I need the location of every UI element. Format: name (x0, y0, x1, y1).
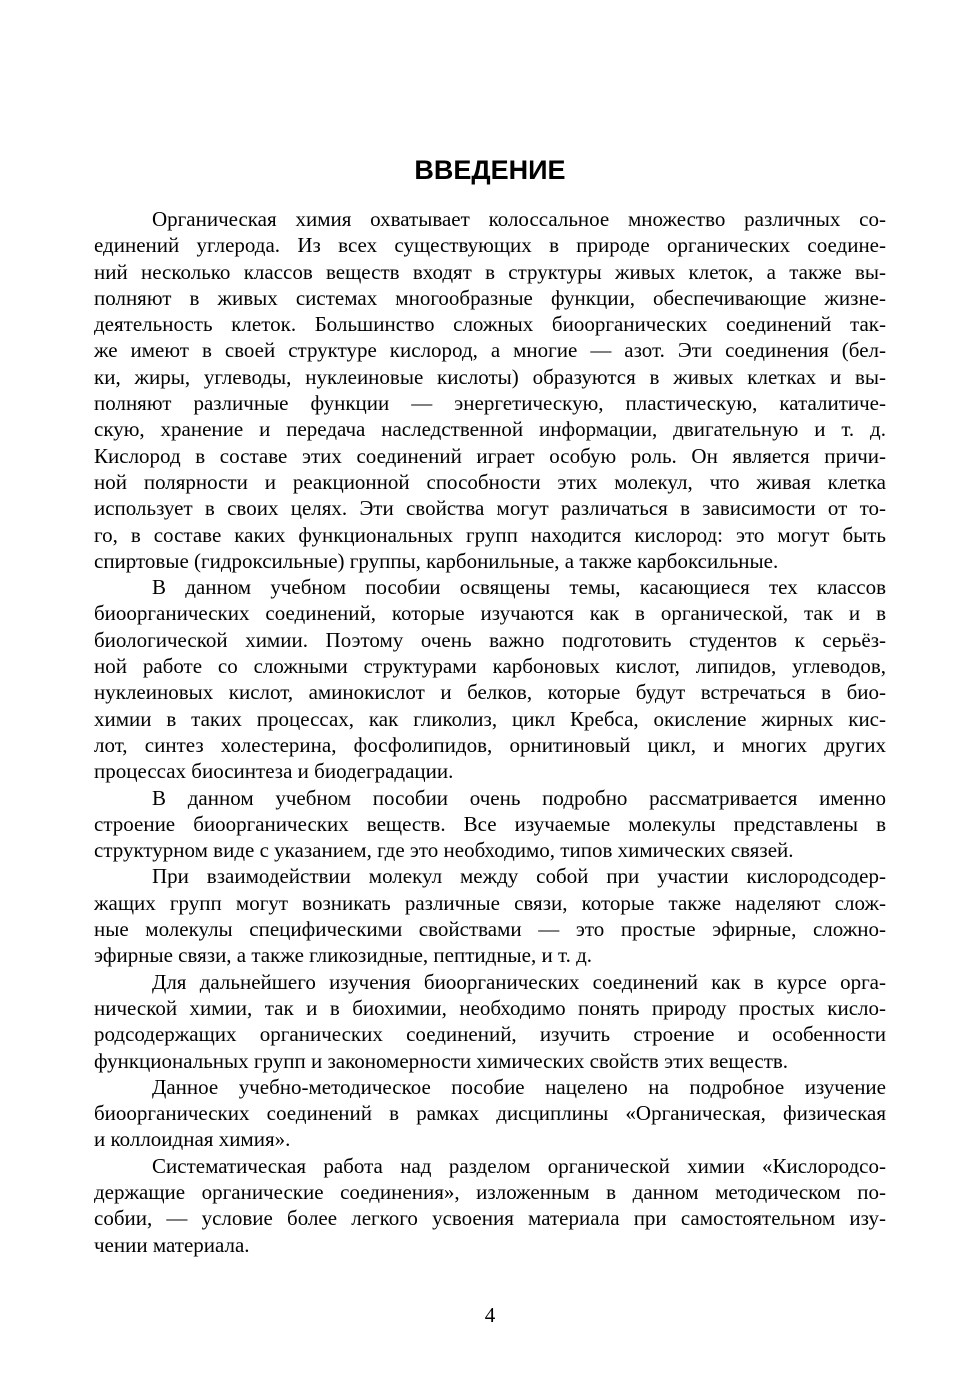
text-line: ной работе со сложными структурами карбоновых кислот, липидов, углеводов, (94, 654, 886, 679)
text-line: Для дальнейшего изучения биоорганических соединений как в курсе орга- (152, 969, 886, 994)
text-line: Данное учебно-методическое пособие нацелено на подробное изучение (152, 1074, 886, 1099)
text-line: родсодержащих органических соединений, изучить строение и особенности (94, 1022, 886, 1047)
paragraph (94, 1074, 886, 1153)
text-line: биоорганических соединений в рамках дисциплины «Органическая, физическая (94, 1101, 886, 1126)
text-line: жащих групп могут возникать различные связи, которые также наделяют слож- (94, 890, 886, 915)
text-line: полняют в живых системах многообразные функции, обеспечивающие жизне- (94, 285, 886, 310)
text-line: держащие органические соединения», изложенным в данном методическом по- (94, 1179, 886, 1204)
text-line: нуклеиновых кислот, аминокислот и белков, которые будут встречаться в био- (94, 680, 886, 705)
text-line: химии в таких процессах, как гликолиз, цикл Кребса, окисление жирных кис- (94, 706, 886, 731)
text-line: использует в своих целях. Эти свойства могут различаться в зависимости от то- (94, 496, 886, 521)
text-line: В данном учебном пособии освящены темы, касающиеся тех классов (152, 575, 886, 600)
text-line: Органическая химия охватывает колоссальное множество различных со- (152, 207, 886, 231)
text-line: При взаимодействии молекул между собой при участии кислородсодер- (152, 864, 886, 889)
text-line: собии, — условие более легкого усвоения материала при самостоятельном изу- (94, 1206, 886, 1231)
text-line: процессах биосинтеза и биодеградации. (94, 759, 454, 784)
paragraph (94, 1153, 886, 1258)
text-line: Кислород в составе этих соединений играет особую роль. Он является причи- (94, 443, 886, 468)
text-line: строение биоорганических веществ. Все изучаемые молекулы представлены в (94, 811, 886, 836)
text-line: биоорганических соединений, которые изучаются как в органической, так и в (94, 601, 886, 626)
text-line: В данном учебном пособии очень подробно рассматривается именно (152, 785, 886, 810)
text-line: и коллоидная химия». (94, 1127, 291, 1152)
text-line: же имеют в своей структуре кислород, а многие — азот. Эти соединения (бел- (94, 338, 886, 363)
text-line: ний несколько классов веществ входят в структуры живых клеток, а также вы- (94, 259, 886, 284)
paragraph (94, 574, 886, 784)
paragraph (94, 863, 886, 968)
text-line: чении материала. (94, 1232, 250, 1257)
text-line: ные молекулы специфическими свойствами — это простые эфирные, сложно- (94, 917, 886, 942)
text-line: полняют различные функции — энергетическую, пластическую, каталитиче- (94, 391, 886, 416)
text-line: ки, жиры, углеводы, нуклеиновые кислоты) образуются в живых клетках и вы- (94, 364, 886, 389)
page-title: ВВЕДЕНИЕ (414, 155, 566, 185)
text-line: лот, синтез холестерина, фосфолипидов, орнитиновый цикл, и многих других (94, 732, 886, 757)
paragraph (94, 785, 886, 864)
text-line: эфирные связи, а также гликозидные, пептидные, и т. д. (94, 943, 593, 968)
body-text (94, 206, 886, 1258)
text-line: единений углерода. Из всех существующих в природе органических соедине- (94, 233, 886, 258)
page-number: 4 (484, 1303, 496, 1327)
text-line: биологической химии. Поэтому очень важно подготовить студентов к серьёз- (94, 627, 886, 652)
paragraph (94, 206, 886, 574)
text-line: скую, хранение и передача наследственной информации, двигательную и т. д. (94, 417, 886, 442)
text-line: нической химии, так и в биохимии, необходимо понять природу простых кисло- (94, 995, 886, 1020)
text-line: структурном виде с указанием, где это необходимо, типов химических связей. (94, 838, 794, 863)
text-line: функциональных групп и закономерности химических свойств этих веществ. (94, 1048, 789, 1073)
text-line: го, в составе каких функциональных групп находится кислород: это могут быть (94, 522, 886, 547)
text-line: Систематическая работа над разделом органической химии «Кислородсо- (152, 1153, 886, 1178)
text-line: деятельность клеток. Большинство сложных биоорганических соединений так- (94, 312, 886, 337)
paragraph (94, 969, 886, 1074)
text-line: ной полярности и реакционной способности этих молекул, что живая клетка (94, 469, 886, 494)
text-line: спиртовые (гидроксильные) группы, карбонильные, а также карбоксильные. (94, 548, 779, 573)
